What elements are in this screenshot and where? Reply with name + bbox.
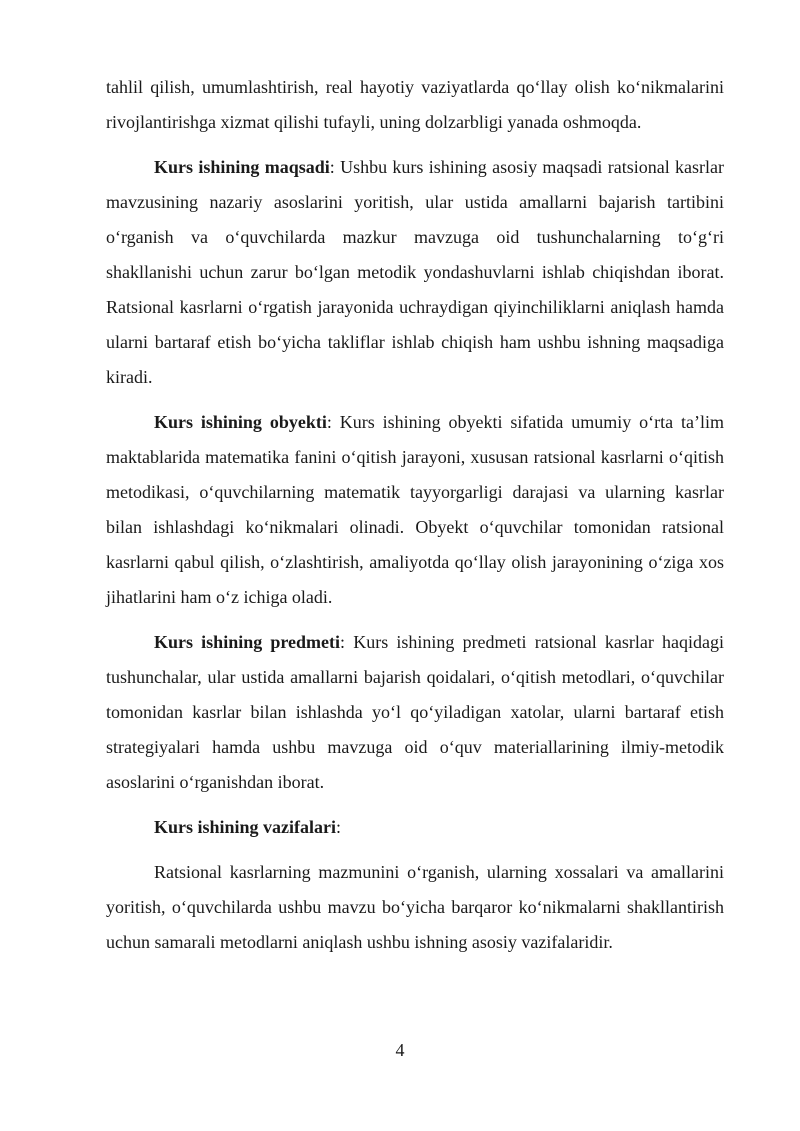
paragraph-text: tahlil qilish, umumlashtirish, real hayotiy vaziyatlarda qo‘llay olish ko‘nikmalarini rivojlantirishga xizmat qilishi tufayli, uning dolzarbligi yanada oshmoqda. xyxy=(106,77,724,132)
paragraph-maqsad xyxy=(106,150,724,395)
section-heading-predmet: Kurs ishining predmeti xyxy=(154,632,341,652)
page-number: 4 xyxy=(395,1040,405,1060)
paragraph-text: Kurs ishining obyekti sifatida umumiy o‘rta ta’lim maktablarida matematika fanini o‘qitish jarayoni, xususan ratsional kasrlarni o‘qitish metodikasi, o‘quvchilarning matematik tayyorgarligi darajasi va ularning kasrlar bilan ishlashdagi ko‘nikmalari olinadi. Obyekt o‘quvchilar tomonidan ratsional kasrlarni qabul qilish, o‘zlashtirish, amaliyotda qo‘llay olish jarayonining o‘ziga xos jihatlarini ham o‘z ichiga oladi. xyxy=(106,412,724,607)
section-heading-obyekt: Kurs ishining obyekti xyxy=(154,412,327,432)
heading-separator: : xyxy=(326,412,340,432)
paragraph-predmet xyxy=(106,625,724,800)
heading-separator: : xyxy=(329,157,341,177)
heading-separator: : xyxy=(336,817,342,837)
paragraph-intro-continuation xyxy=(106,70,724,140)
paragraph-text: Kurs ishining predmeti ratsional kasrlar haqidagi tushunchalar, ular ustida amallarni bajarish qoidalari, o‘qitish metodlari, o‘quvchilar tomonidan kasrlar bilan ishlashda yo‘l qo‘yiladigan xatolar, ularni bartaraf etish strategiyalari hamda ushbu mavzuga oid o‘quv materiallarining ilmiy-metodik asoslarini o‘rganishdan iborat. xyxy=(106,632,724,792)
section-heading-vazifalar: Kurs ishining vazifalari xyxy=(154,817,337,837)
document-page xyxy=(106,70,724,960)
paragraph-vazifalar xyxy=(106,855,724,960)
section-heading-maqsad: Kurs ishining maqsadi xyxy=(154,157,330,177)
paragraph-text: Ratsional kasrlarning mazmunini o‘rganish, ularning xossalari va amallarini yoritish, o‘quvchilarda ushbu mavzu bo‘yicha barqaror ko‘nikmalarni shakllantirish uchun samarali metodlarni aniqlash ushbu ishning asosiy vazifalaridir. xyxy=(106,862,724,952)
paragraph-vazifalar-heading xyxy=(106,810,724,845)
paragraph-text: Ushbu kurs ishining asosiy maqsadi ratsional kasrlar mavzusining nazariy asoslarini yoritish, ular ustida amallarni bajarish tartibini o‘rganish va o‘quvchilarda mazkur mavzuga oid tushunchalarning to‘g‘ri shakllanishi uchun zarur bo‘lgan metodik yondashuvlarni ishlab chiqishdan iborat. Ratsional kasrlarni o‘rgatish jarayonida uchraydigan qiyinchiliklarni aniqlash hamda ularni bartaraf etish bo‘yicha takliflar ishlab chiqish ham ushbu ishning maqsadiga kiradi. xyxy=(106,157,724,387)
heading-separator: : xyxy=(340,632,354,652)
paragraph-obyekt xyxy=(106,405,724,615)
